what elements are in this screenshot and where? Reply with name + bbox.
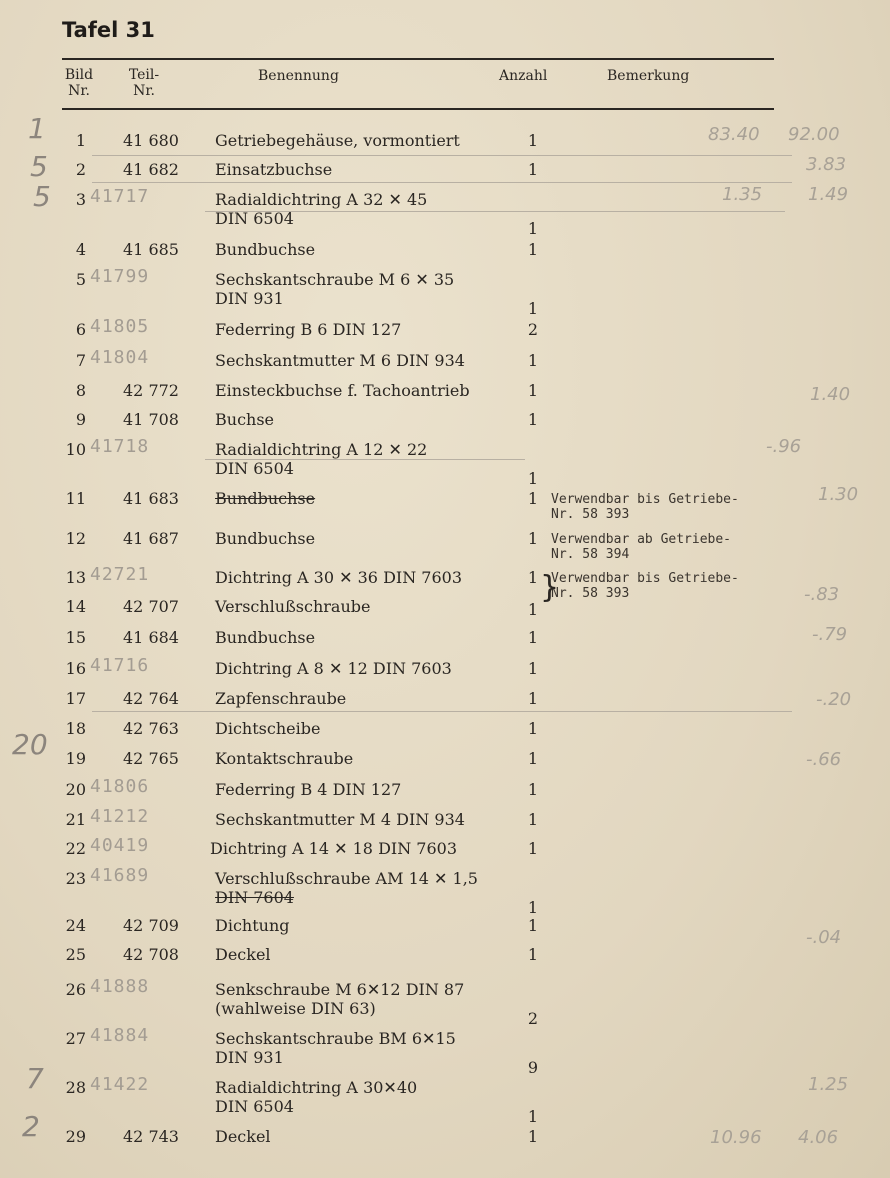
pencil-line xyxy=(205,211,785,212)
remark-brace: } xyxy=(540,570,560,605)
bild-nr: 29 xyxy=(65,1127,86,1146)
anzahl: 1 xyxy=(527,381,539,400)
bild-nr: 14 xyxy=(65,597,86,616)
benennung: Senkschraube M 6✕12 DIN 87 xyxy=(215,980,465,999)
bemerkung-line1: Verwendbar bis Getriebe- xyxy=(551,492,739,507)
benennung: Buchse xyxy=(215,410,275,429)
header-teil-line1: Teil- xyxy=(128,67,160,83)
benennung: Deckel xyxy=(215,945,271,964)
anzahl: 1 xyxy=(527,719,539,738)
anzahl: 1 xyxy=(527,410,539,429)
benennung: Federring B 6 DIN 127 xyxy=(215,320,402,339)
benennung: Bundbuchse xyxy=(215,529,316,548)
bild-nr: 3 xyxy=(75,190,86,209)
anzahl: 1 xyxy=(527,219,539,238)
anzahl: 2 xyxy=(527,320,539,339)
bild-nr: 10 xyxy=(65,440,86,459)
pencil-line xyxy=(92,155,792,156)
benennung: Dichtung xyxy=(215,916,290,935)
benennung: Bundbuchse xyxy=(215,489,316,508)
bild-nr: 15 xyxy=(65,628,86,647)
teil-nr: 41 687 xyxy=(123,529,179,548)
benennung-line2: DIN 6504 xyxy=(215,209,294,228)
benennung: Zapfenschraube xyxy=(215,689,347,708)
bild-nr: 7 xyxy=(75,351,86,370)
teil-nr: 42 707 xyxy=(123,597,179,616)
anzahl: 1 xyxy=(527,659,539,678)
handwritten-price: -.66 xyxy=(806,749,842,770)
benennung: Federring B 4 DIN 127 xyxy=(215,780,402,799)
handwritten-price: 10.96 xyxy=(710,1127,762,1148)
anzahl: 9 xyxy=(527,1058,539,1077)
anzahl: 1 xyxy=(527,628,539,647)
benennung: Sechskantmutter M 6 DIN 934 xyxy=(215,351,465,370)
anzahl: 1 xyxy=(527,131,539,150)
header-bottom-rule xyxy=(62,108,774,110)
bild-nr: 8 xyxy=(75,381,86,400)
header-anzahl: Anzahl xyxy=(499,68,548,84)
teil-nr: 41806 xyxy=(90,776,150,797)
header-benennung: Benennung xyxy=(258,68,339,84)
benennung: Bundbuchse xyxy=(215,628,316,647)
anzahl: 1 xyxy=(527,1107,539,1126)
teil-nr: 41 684 xyxy=(123,628,179,647)
benennung: Einsatzbuchse xyxy=(215,160,333,179)
pencil-line xyxy=(92,182,792,183)
bild-nr: 13 xyxy=(65,568,86,587)
bild-nr: 19 xyxy=(65,749,86,768)
handwritten-price: -.04 xyxy=(806,927,842,948)
handwritten-price: 83.40 xyxy=(708,124,760,145)
anzahl: 1 xyxy=(527,1127,539,1146)
teil-nr: 41805 xyxy=(90,316,150,337)
teil-nr: 41422 xyxy=(90,1074,150,1095)
bild-nr: 28 xyxy=(65,1078,86,1097)
header-bemerkung: Bemerkung xyxy=(607,68,690,84)
teil-nr: 41718 xyxy=(90,436,150,457)
anzahl: 1 xyxy=(527,600,539,619)
header-top-rule xyxy=(62,58,774,60)
teil-nr: 41716 xyxy=(90,655,150,676)
anzahl: 2 xyxy=(527,1009,539,1028)
benennung: Dichtring A 30 ✕ 36 DIN 7603 xyxy=(215,568,463,587)
teil-nr: 41 682 xyxy=(123,160,179,179)
anzahl: 1 xyxy=(527,689,539,708)
bild-nr: 2 xyxy=(75,160,86,179)
handwritten-price: 1.49 xyxy=(808,184,849,205)
handwritten-mark: 5 xyxy=(30,150,48,183)
anzahl: 1 xyxy=(527,839,539,858)
teil-nr: 40419 xyxy=(90,835,150,856)
header-bild-line2: Nr. xyxy=(68,83,90,99)
teil-nr: 42 764 xyxy=(123,689,179,708)
bild-nr: 22 xyxy=(65,839,86,858)
benennung: Sechskantmutter M 4 DIN 934 xyxy=(215,810,465,829)
benennung: Verschlußschraube AM 14 ✕ 1,5 xyxy=(215,869,478,888)
benennung: Radialdichtring A 32 ✕ 45 xyxy=(215,190,428,209)
bild-nr: 12 xyxy=(65,529,86,548)
anzahl: 1 xyxy=(527,529,539,548)
handwritten-mark: 5 xyxy=(33,180,51,213)
handwritten-mark: 7 xyxy=(26,1062,44,1095)
handwritten-price: 1.40 xyxy=(810,384,851,405)
benennung: Dichtscheibe xyxy=(215,719,321,738)
page-title: Tafel 31 xyxy=(62,18,155,42)
teil-nr: 41717 xyxy=(90,186,150,207)
teil-nr: 41799 xyxy=(90,266,150,287)
bild-nr: 5 xyxy=(75,270,86,289)
handwritten-price: 1.35 xyxy=(722,184,763,205)
teil-nr: 41 685 xyxy=(123,240,179,259)
anzahl: 1 xyxy=(527,160,539,179)
benennung: Radialdichtring A 12 ✕ 22 xyxy=(215,440,428,459)
benennung-line2: (wahlweise DIN 63) xyxy=(215,999,376,1018)
teil-nr: 42 709 xyxy=(123,916,179,935)
benennung: Kontaktschraube xyxy=(215,749,354,768)
benennung-line2: DIN 931 xyxy=(215,1048,284,1067)
handwritten-price: 4.06 xyxy=(798,1127,839,1148)
teil-nr: 41689 xyxy=(90,865,150,886)
bild-nr: 26 xyxy=(65,980,86,999)
anzahl: 1 xyxy=(527,469,539,488)
benennung: Verschlußschraube xyxy=(215,597,371,616)
bild-nr: 23 xyxy=(65,869,86,888)
teil-nr: 42 743 xyxy=(123,1127,179,1146)
bemerkung-line1: Verwendbar bis Getriebe- xyxy=(551,571,739,586)
bild-nr: 4 xyxy=(75,240,86,259)
bemerkung-line2: Nr. 58 393 xyxy=(551,507,630,522)
benennung: Dichtring A 14 ✕ 18 DIN 7603 xyxy=(210,839,458,858)
handwritten-price: 1.30 xyxy=(818,484,859,505)
header-bild-line1: Bild xyxy=(64,67,94,83)
handwritten-price: 3.83 xyxy=(806,154,847,175)
benennung: Deckel xyxy=(215,1127,271,1146)
benennung: Einsteckbuchse f. Tachoantrieb xyxy=(215,381,470,400)
anzahl: 1 xyxy=(527,898,539,917)
anzahl: 1 xyxy=(527,945,539,964)
bild-nr: 6 xyxy=(75,320,86,339)
bemerkung-line2: Nr. 58 393 xyxy=(551,586,630,601)
anzahl: 1 xyxy=(527,240,539,259)
bild-nr: 21 xyxy=(65,810,86,829)
bild-nr: 16 xyxy=(65,659,86,678)
benennung-line2: DIN 6504 xyxy=(215,1097,294,1116)
handwritten-price: 92.00 xyxy=(788,124,840,145)
benennung: Bundbuchse xyxy=(215,240,316,259)
bild-nr: 11 xyxy=(65,489,86,508)
header-teil-line2: Nr. xyxy=(133,83,155,99)
handwritten-price: -.96 xyxy=(766,436,802,457)
handwritten-price: -.79 xyxy=(812,624,848,645)
benennung-line2: DIN 931 xyxy=(215,289,284,308)
header-bild xyxy=(58,67,100,99)
anzahl: 1 xyxy=(527,299,539,318)
bemerkung-line1: Verwendbar ab Getriebe- xyxy=(551,532,732,547)
teil-nr: 42 772 xyxy=(123,381,179,400)
benennung-line2: DIN 6504 xyxy=(215,459,294,478)
teil-nr: 41 708 xyxy=(123,410,179,429)
benennung: Radialdichtring A 30✕40 xyxy=(215,1078,418,1097)
anzahl: 1 xyxy=(527,489,539,508)
handwritten-mark: 20 xyxy=(12,728,48,761)
pencil-line xyxy=(92,711,792,712)
teil-nr: 41804 xyxy=(90,347,150,368)
handwritten-mark: 2 xyxy=(22,1110,40,1143)
header-teil xyxy=(120,67,168,99)
bild-nr: 9 xyxy=(75,410,86,429)
anzahl: 1 xyxy=(527,810,539,829)
handwritten-mark: 1 xyxy=(28,112,46,145)
teil-nr: 41212 xyxy=(90,806,150,827)
anzahl: 1 xyxy=(527,916,539,935)
anzahl: 1 xyxy=(527,351,539,370)
bild-nr: 27 xyxy=(65,1029,86,1048)
benennung-line2: DIN 7604 xyxy=(215,888,294,907)
teil-nr: 42 763 xyxy=(123,719,179,738)
benennung: Sechskantschraube BM 6✕15 xyxy=(215,1029,456,1048)
pencil-line xyxy=(205,459,525,460)
teil-nr: 42 708 xyxy=(123,945,179,964)
handwritten-price: -.83 xyxy=(804,584,840,605)
teil-nr: 41888 xyxy=(90,976,150,997)
bild-nr: 24 xyxy=(65,916,86,935)
benennung: Sechskantschraube M 6 ✕ 35 xyxy=(215,270,455,289)
bild-nr: 17 xyxy=(65,689,86,708)
anzahl: 1 xyxy=(527,780,539,799)
bild-nr: 20 xyxy=(65,780,86,799)
teil-nr: 41884 xyxy=(90,1025,150,1046)
teil-nr: 42721 xyxy=(90,564,150,585)
teil-nr: 41 680 xyxy=(123,131,179,150)
anzahl: 1 xyxy=(527,749,539,768)
bemerkung-line2: Nr. 58 394 xyxy=(551,547,630,562)
bild-nr: 18 xyxy=(65,719,86,738)
benennung: Getriebegehäuse, vormontiert xyxy=(215,131,460,150)
bild-nr: 25 xyxy=(65,945,86,964)
anzahl: 1 xyxy=(527,568,539,587)
bild-nr: 1 xyxy=(75,131,86,150)
benennung: Dichtring A 8 ✕ 12 DIN 7603 xyxy=(215,659,452,678)
teil-nr: 41 683 xyxy=(123,489,179,508)
handwritten-price: -.20 xyxy=(816,689,852,710)
teil-nr: 42 765 xyxy=(123,749,179,768)
handwritten-price: 1.25 xyxy=(808,1074,849,1095)
